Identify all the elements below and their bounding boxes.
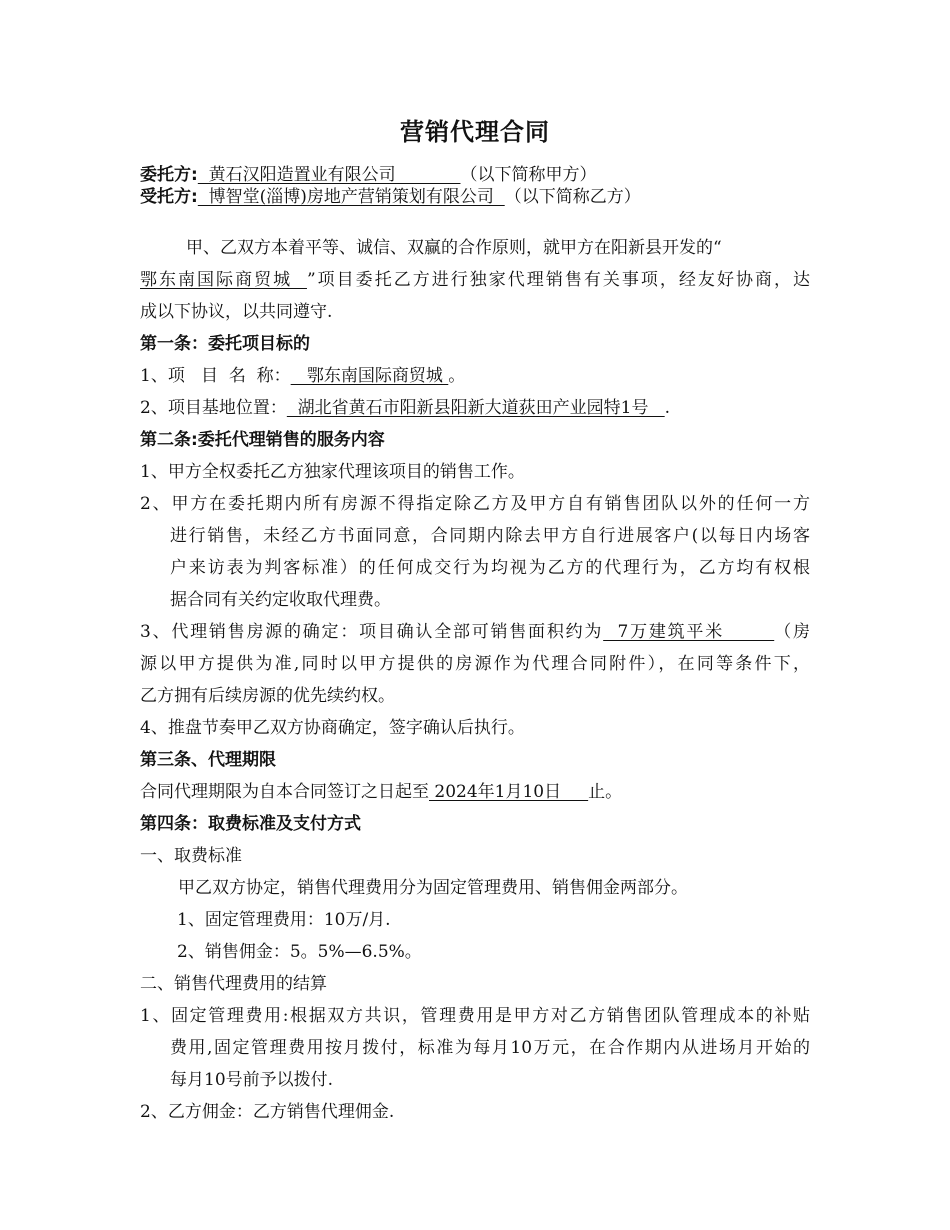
intro-project-name: 鄂东南国际商贸城 [140, 270, 307, 290]
saleable-area-value: 7万建筑平米 [603, 622, 775, 642]
art1-item-2-value: 湖北省黄石市阳新县阳新大道荻田产业园特1号 [286, 398, 665, 418]
art2-item-3-line-3: 乙方拥有后续房源的优先续约权。 [140, 686, 395, 706]
article-4-heading: 第四条：取费标准及支付方式 [140, 814, 361, 834]
art2-item-2-line-2: 进行销售，未经乙方书面同意，合同期内除去甲方自行进展客户(以每日内场客 [170, 526, 810, 546]
art1-item-2-label: 2、项目基地位置： [140, 398, 287, 418]
document-title: 营销代理合同 [400, 118, 550, 146]
intro-line-1: 甲、乙双方本着平等、诚信、双赢的合作原则，就甲方在阳新县开发的“ [186, 238, 722, 258]
settlement-item-1-line-1: 1、固定管理费用:根据双方共识，管理费用是甲方对乙方销售团队管理成本的补贴 [140, 1006, 810, 1026]
art2-item-2-line-4: 据合同有关约定收取代理费。 [170, 590, 391, 610]
client-suffix: （以下简称甲方） [460, 165, 597, 185]
fee-standard-heading: 一、取费标准 [140, 846, 242, 866]
art2-item-3-line-2: 源以甲方提供为准,同时以甲方提供的房源作为代理合同附件），在同等条件下， [140, 654, 810, 674]
settlement-item-2: 2、乙方佣金：乙方销售代理佣金. [140, 1102, 395, 1122]
intro-line-2 [140, 265, 810, 290]
article-1-heading: 第一条：委托项目标的 [140, 334, 310, 354]
agency-term-text: 合同代理期限为自本合同签订之日起至 [140, 782, 429, 802]
art2-item-2-line-3: 户来访表为判客标准）的任何成交行为均视为乙方的代理行为，乙方均有权根 [170, 558, 810, 578]
agent-suffix: （以下简称乙方） [504, 187, 641, 207]
intro-line-3: 成以下协议，以共同遵守. [140, 302, 333, 322]
art1-item-2 [140, 393, 670, 418]
intro-line-2-rest: ”项目委托乙方进行独家代理销售有关事项，经友好协商，达 [306, 270, 810, 290]
art1-item-1-end: 。 [448, 366, 466, 386]
art1-item-1-label: 1、项 目 名 称： [140, 366, 291, 386]
art1-item-1-value: 鄂东南国际商贸城 [290, 366, 449, 386]
article-2-heading: 第二条:委托代理销售的服务内容 [140, 430, 385, 450]
settlement-item-1-line-2: 费用,固定管理费用按月拨付，标准为每月10万元，在合作期内从进场月开始的 [170, 1038, 810, 1058]
agency-term-line [140, 777, 622, 802]
art2-item-3-text-end: （房 [774, 622, 810, 642]
art2-item-4: 4、推盘节奏甲乙双方协商确定，签字确认后执行。 [140, 718, 525, 738]
client-label: 委托方: [140, 165, 198, 185]
agency-end-date: 2024年1月10日 [429, 782, 589, 802]
fixed-fee-item: 1、固定管理费用：10万/月. [177, 910, 391, 930]
art1-item-1 [140, 361, 465, 386]
agent-line [140, 182, 641, 207]
client-name: 黄石汉阳造置业有限公司 [197, 165, 461, 185]
art2-item-3-line-1 [140, 617, 810, 642]
agent-label: 受托方: [140, 187, 198, 207]
article-3-heading: 第三条、代理期限 [140, 750, 276, 770]
commission-item: 2、销售佣金：5。5%—6.5%。 [177, 942, 422, 962]
art2-item-3-text: 3、代理销售房源的确定：项目确认全部可销售面积约为 [140, 622, 604, 642]
art2-item-2-line-1: 2、甲方在委托期内所有房源不得指定除乙方及甲方自有销售团队以外的任何一方 [140, 494, 810, 514]
fee-standard-text: 甲乙双方协定，销售代理费用分为固定管理费用、销售佣金两部分。 [178, 878, 688, 898]
agent-name: 博智堂(淄博)房地产营销策划有限公司 [197, 187, 505, 207]
settlement-item-1-line-3: 每月10号前予以拨付. [170, 1070, 334, 1090]
agency-term-end: 止。 [588, 782, 623, 802]
art2-item-1: 1、甲方全权委托乙方独家代理该项目的销售工作。 [140, 462, 525, 482]
art1-item-2-end: . [664, 398, 671, 418]
settlement-heading: 二、销售代理费用的结算 [140, 974, 327, 994]
